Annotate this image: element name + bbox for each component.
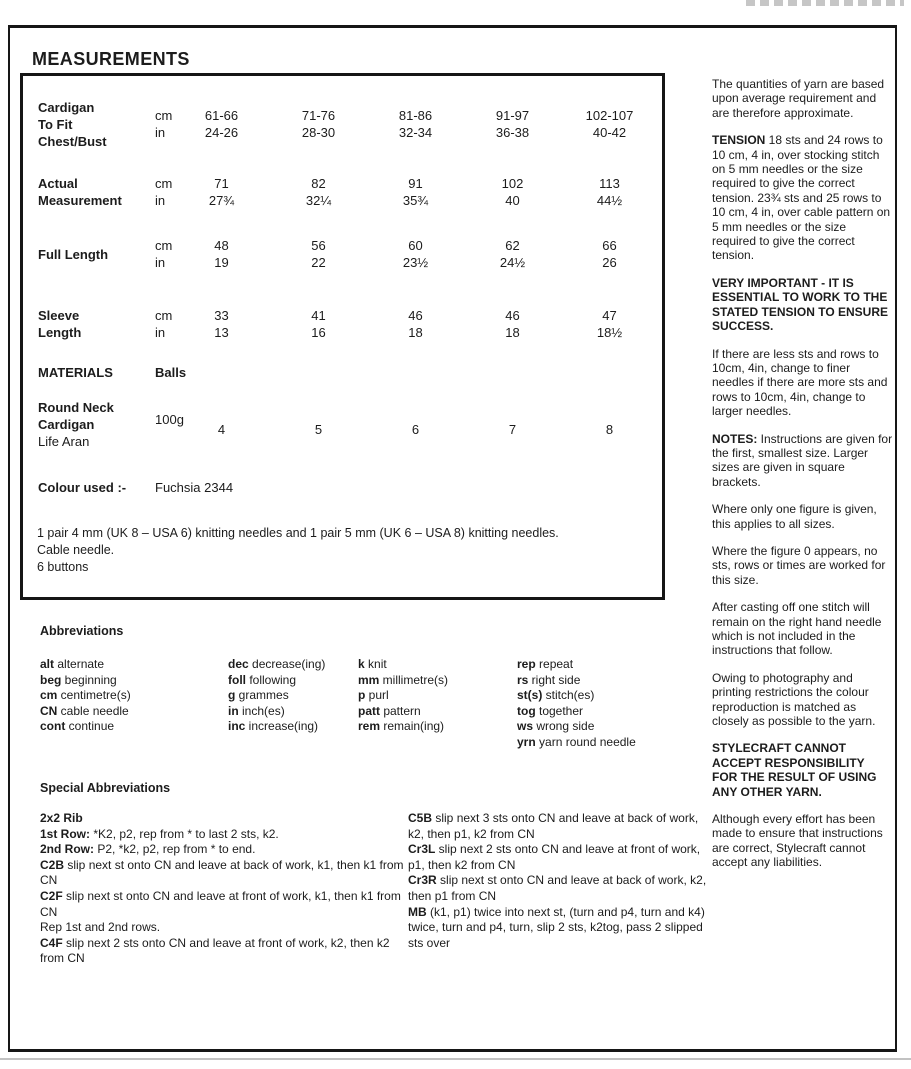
pattern-note-line: 6 buttons (37, 560, 89, 574)
abbreviation-entry: p purl (358, 688, 389, 703)
value-in: 18 (408, 325, 423, 340)
abbreviation-entry: inc increase(ing) (228, 719, 319, 734)
row-label-line: Sleeve Length (38, 308, 82, 340)
value-cm: 82 (311, 176, 326, 191)
special-abbreviation-entry: C4F slip next 2 sts onto CN and leave at front of work, k2, then k2 from CN (40, 935, 390, 966)
ball-count-value: 4 (217, 422, 226, 437)
unit-line: in (155, 193, 166, 208)
abbreviation-entry: foll following (228, 672, 297, 687)
abbreviations-column (228, 657, 325, 735)
value-cell (270, 175, 367, 209)
abbreviations-column (517, 657, 636, 751)
value-cell (561, 99, 658, 150)
sidebar-paragraph: Although every effort has been made to ensure that instructions are correct, Stylecraft cannot accept any liabilities. (712, 812, 883, 870)
row-label-line: Actual (38, 176, 78, 191)
value-cell (173, 237, 270, 271)
unit-line: in (155, 255, 166, 270)
measurement-row (33, 237, 658, 271)
value-in: 24½ (499, 255, 526, 270)
value-cell (270, 237, 367, 271)
value-in: 26 (602, 255, 617, 270)
scan-artifact-line (0, 1058, 911, 1060)
value-cm: 46 (505, 308, 520, 323)
unit-line: in (155, 325, 166, 340)
sidebar-paragraph: The quantities of yarn are based upon average requirement and are therefore approximate. (712, 77, 885, 120)
row-label (33, 175, 122, 209)
sidebar-paragraph: Where the figure 0 appears, no sts, rows or times are worked for this size. (712, 543, 886, 587)
colour-label (33, 479, 127, 496)
abbreviation-entry: rem remain(ing) (358, 719, 445, 734)
measurement-row (33, 307, 658, 341)
abbreviation-entry: rep repeat (517, 657, 574, 671)
value-in: 36-38 (495, 125, 530, 140)
pattern-note-line: Cable needle. (37, 543, 115, 557)
row-label (33, 307, 115, 341)
pattern-note-line: 1 pair 4 mm (UK 8 – USA 6) knitting needles and 1 pair 5 mm (UK 6 – USA 8) knitting needles. (37, 526, 559, 540)
value-in: 44½ (596, 193, 623, 208)
yarn-weight-text: 100g (155, 412, 184, 427)
balls-label-text: Balls (155, 365, 187, 380)
value-in: 16 (311, 325, 326, 340)
materials-row (33, 364, 658, 381)
value-cell (464, 99, 561, 150)
unit-cell (115, 175, 173, 209)
value-cm: 60 (408, 238, 423, 253)
special-abbreviation-entry: 1st Row: *K2, p2, rep from * to last 2 sts, k2. (40, 826, 279, 841)
row-label-line: Chest/Bust (38, 134, 107, 149)
unit-line: cm (155, 176, 173, 191)
value-cell (561, 175, 658, 209)
abbreviation-entry: beg beginning (40, 672, 117, 687)
special-abbreviation-entry: Rep 1st and 2nd rows. (40, 920, 161, 935)
abbreviation-entry: tog together (517, 703, 584, 718)
measurement-row (33, 175, 658, 209)
value-in: 32-34 (398, 125, 433, 140)
measurement-row (33, 99, 658, 150)
abbreviation-entry: cm centimetre(s) (40, 688, 131, 703)
special-abbreviations-column (408, 811, 714, 951)
value-cm: 91 (408, 176, 423, 191)
value-cm: 41 (311, 308, 326, 323)
value-cm: 48 (214, 238, 229, 253)
yarn-name-line: Cardigan (38, 417, 95, 432)
value-cm: 66 (602, 238, 617, 253)
value-cell (367, 237, 464, 271)
yarn-name-line: Round Neck (38, 400, 114, 415)
row-label-line: To Fit (38, 117, 73, 132)
value-in: 32¼ (305, 193, 332, 208)
materials-label (33, 364, 115, 381)
value-in: 28-30 (301, 125, 336, 140)
value-cm: 102 (501, 176, 524, 191)
abbreviations-title: Abbreviations (40, 624, 124, 638)
balls-label (115, 364, 187, 381)
special-abbreviation-entry: C2B slip next st onto CN and leave at back of work, k1, then k1 from CN (40, 857, 404, 888)
pattern-notes (37, 525, 652, 576)
value-in: 19 (214, 255, 229, 270)
value-cell (270, 99, 367, 150)
abbreviations-column (358, 657, 448, 735)
value-cell (173, 99, 270, 150)
value-in: 35¾ (402, 193, 429, 208)
sidebar-paragraph: Where only one figure is given, this applies to all sizes. (712, 502, 877, 531)
value-cm: 61-66 (204, 108, 239, 123)
abbreviation-entry: cont continue (40, 719, 115, 734)
unit-cell (115, 237, 173, 271)
special-abbreviation-entry: 2x2 Rib (40, 811, 83, 825)
value-cell (464, 175, 561, 209)
special-abbreviation-entry: Cr3L slip next 2 sts onto CN and leave at front of work, p1, then k2 from CN (408, 842, 701, 872)
value-cm: 113 (599, 176, 620, 191)
value-in: 40-42 (592, 125, 627, 140)
special-abbreviation-entry: MB (k1, p1) twice into next st, (turn and p4, turn and k4) twice, turn and p4, turn, slip 2 sts, k2tog, pass 2 slipped sts over (408, 904, 705, 950)
special-abbreviation-entry: C5B slip next 3 sts onto CN and leave at back of work, k2, then p1, k2 from CN (408, 811, 699, 841)
sidebar-paragraph: After casting off one stitch will remain on the right hand needle which is not included in the instructions that follow. (712, 600, 882, 658)
value-in: 27¾ (208, 193, 235, 208)
value-cell (367, 175, 464, 209)
value-cell (561, 307, 658, 341)
abbreviation-entry: st(s) stitch(es) (517, 688, 595, 703)
value-cm: 46 (408, 308, 423, 323)
materials-label-text: MATERIALS (38, 365, 113, 380)
special-abbreviations-column (40, 811, 412, 967)
value-cell (464, 237, 561, 271)
sidebar-paragraph: If there are less sts and rows to 10cm, 4in, change to finer needles if there are more sts and rows to 10cm, 4in, change to larger needles. (712, 346, 888, 419)
measurements-table (20, 73, 665, 600)
special-abbreviation-entry: Cr3R slip next st onto CN and leave at back of work, k2, then p1 from CN (408, 873, 707, 903)
value-in: 24-26 (204, 125, 239, 140)
colour-row (33, 479, 658, 496)
unit-cell (115, 307, 173, 341)
abbreviation-entry: rs right side (517, 672, 581, 687)
cropped-header-text (746, 0, 904, 6)
ball-count (464, 399, 561, 450)
value-cell (270, 307, 367, 341)
ball-count (173, 399, 270, 450)
ball-count-value: 5 (314, 422, 323, 437)
yarn-name (33, 399, 115, 450)
abbreviation-entry: ws wrong side (517, 719, 595, 734)
row-label-line: Measurement (38, 193, 122, 208)
value-in: 13 (214, 325, 229, 340)
value-cm: 71 (214, 176, 229, 191)
value-cell (173, 307, 270, 341)
row-label (33, 99, 115, 150)
unit-line: cm (155, 108, 173, 123)
abbreviations-column (40, 657, 131, 735)
special-abbreviation-entry: 2nd Row: P2, *k2, p2, rep from * to end. (40, 842, 256, 857)
value-cm: 62 (505, 238, 520, 253)
value-cm: 47 (602, 308, 617, 323)
sidebar-paragraph: Owing to photography and printing restrictions the colour reproduction is matched as closely as possible to the yarn. (712, 670, 876, 729)
sidebar-paragraph: TENSION 18 sts and 24 rows to 10 cm, 4 in, over stocking stitch on 5 mm needles or the size required to give the correct tension. 23¾ sts and 25 rows to 10 cm, 4 in, over cable pattern on 5 mm needles or the size required to give the correct tension. (712, 133, 891, 263)
row-label (33, 237, 115, 271)
abbreviation-entry: k knit (358, 657, 387, 671)
colour-label-text: Colour used :- (38, 480, 127, 495)
value-in: 18½ (596, 325, 623, 340)
value-in: 22 (311, 255, 326, 270)
ball-count-value: 6 (411, 422, 420, 437)
measurements-title: MEASUREMENTS (32, 49, 665, 78)
ball-count (270, 399, 367, 450)
row-label-line: Cardigan (38, 100, 95, 115)
ball-count-value: 8 (605, 422, 614, 437)
value-cm: 102-107 (585, 108, 634, 123)
colour-value-text: Fuchsia 2344 (155, 480, 234, 495)
colour-value (115, 479, 658, 496)
ball-count (367, 399, 464, 450)
value-cell (367, 307, 464, 341)
special-abbreviations-title: Special Abbreviations (40, 781, 171, 795)
abbreviation-entry: mm millimetre(s) (358, 672, 449, 687)
value-cell (464, 307, 561, 341)
sidebar-paragraph: NOTES: Instructions are given for the first, smallest size. Larger sizes are given in square brackets. (712, 431, 893, 489)
special-abbreviation-entry: C2F slip next st onto CN and leave at front of work, k1, then k1 from CN (40, 888, 401, 919)
abbreviation-entry: g grammes (228, 688, 289, 703)
value-in: 23½ (402, 255, 429, 270)
ball-count-value: 7 (508, 422, 517, 437)
value-cm: 81-86 (398, 108, 433, 123)
yarn-shade-name: Life Aran (38, 434, 90, 449)
value-in: 18 (505, 325, 520, 340)
row-label-line: Full Length (38, 246, 109, 262)
pattern-page (8, 25, 897, 1052)
sidebar-notes (712, 77, 893, 883)
abbreviation-entry: dec decrease(ing) (228, 657, 326, 671)
value-cm: 71-76 (301, 108, 336, 123)
value-cell (367, 99, 464, 150)
abbreviation-entry: yrn yarn round needle (517, 734, 636, 749)
unit-line: cm (155, 308, 173, 323)
abbreviation-entry: alt alternate (40, 657, 105, 671)
yarn-row (33, 399, 658, 450)
ball-count (561, 399, 658, 450)
value-in: 40 (505, 193, 520, 208)
abbreviation-entry: in inch(es) (228, 703, 285, 718)
abbreviation-entry: CN cable needle (40, 703, 129, 718)
yarn-weight (115, 399, 184, 450)
unit-line: cm (155, 238, 173, 253)
value-cell (173, 175, 270, 209)
sidebar-paragraph: STYLECRAFT CANNOT ACCEPT RESPONSIBILITY FOR THE RESULT OF USING ANY OTHER YARN. (712, 741, 877, 799)
value-cm: 33 (214, 308, 229, 323)
unit-line: in (155, 125, 166, 140)
value-cm: 56 (311, 238, 326, 253)
value-cell (561, 237, 658, 271)
abbreviation-entry: patt pattern (358, 703, 421, 718)
sidebar-paragraph: VERY IMPORTANT - IT IS ESSENTIAL TO WORK TO THE STATED TENSION TO ENSURE SUCCESS. (712, 275, 889, 334)
value-cm: 91-97 (495, 108, 530, 123)
unit-cell (115, 99, 173, 150)
